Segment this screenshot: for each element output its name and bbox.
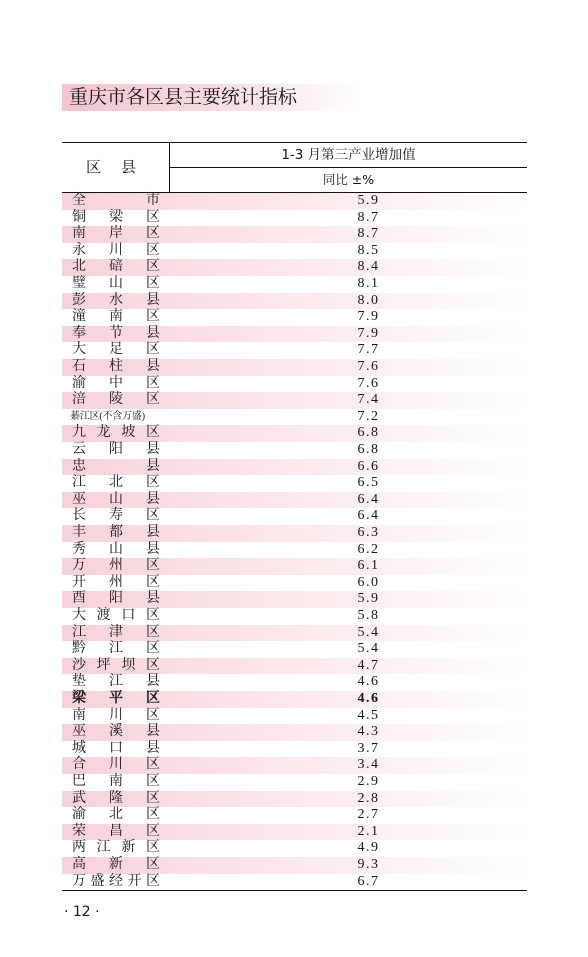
district-name: 荣 昌 区 bbox=[72, 823, 160, 839]
district-name: 云 阳 县 bbox=[72, 442, 160, 457]
district-name: 大 足 区 bbox=[72, 342, 160, 358]
district-name: 奉 节 县 bbox=[72, 325, 160, 341]
district-name: 巫 溪 县 bbox=[72, 724, 160, 740]
district-name: 铜 梁 区 bbox=[72, 209, 160, 225]
region-header-label: 区 县 bbox=[86, 158, 136, 176]
growth-value: 2.8 bbox=[357, 790, 380, 806]
growth-value: 4.5 bbox=[357, 707, 380, 723]
table-row bbox=[62, 425, 527, 442]
table-row bbox=[62, 658, 527, 675]
table-row bbox=[62, 708, 527, 725]
district-name: 万 盛 经 开 区 bbox=[72, 873, 160, 889]
table-header bbox=[62, 142, 527, 193]
growth-value: 7.4 bbox=[357, 392, 380, 408]
district-name: 两 江 新 区 bbox=[72, 840, 160, 856]
table-row bbox=[62, 276, 527, 293]
table-body bbox=[62, 193, 527, 891]
district-name: 綦江区(不含万盛) bbox=[70, 410, 145, 422]
growth-value: 7.6 bbox=[357, 359, 380, 374]
growth-value: 8.1 bbox=[357, 276, 380, 291]
district-name: 沙 坪 坝 区 bbox=[72, 657, 160, 673]
district-name: 梁 平 区 bbox=[72, 691, 160, 706]
title-band bbox=[62, 84, 362, 111]
district-name: 丰 都 县 bbox=[72, 525, 160, 540]
growth-value: 6.4 bbox=[357, 508, 380, 524]
growth-value: 8.7 bbox=[357, 209, 380, 225]
district-name: 秀 山 县 bbox=[72, 541, 160, 557]
table-row bbox=[62, 326, 527, 343]
district-name: 全 市 bbox=[72, 193, 160, 208]
table-row bbox=[62, 591, 527, 608]
table-row bbox=[62, 840, 527, 857]
growth-value: 9.3 bbox=[357, 857, 380, 872]
growth-value: 8.0 bbox=[357, 292, 380, 308]
district-name: 合 川 区 bbox=[72, 757, 160, 773]
table-row bbox=[62, 625, 527, 642]
table-row bbox=[62, 641, 527, 658]
district-name: 江 北 区 bbox=[72, 475, 160, 491]
table-row bbox=[62, 210, 527, 227]
growth-value: 6.0 bbox=[357, 574, 380, 590]
page-number: · 12 · bbox=[64, 904, 100, 920]
table-row bbox=[62, 243, 527, 260]
growth-value: 4.3 bbox=[357, 724, 380, 740]
table-row bbox=[62, 508, 527, 525]
table-row bbox=[62, 724, 527, 741]
district-name: 黔 江 区 bbox=[72, 641, 160, 657]
growth-value: 3.4 bbox=[357, 757, 380, 773]
district-name: 渝 中 区 bbox=[72, 375, 160, 391]
table-row bbox=[62, 475, 527, 492]
growth-value: 7.9 bbox=[357, 309, 380, 325]
table-row bbox=[62, 691, 527, 708]
district-name: 巴 南 区 bbox=[72, 774, 160, 789]
table-row bbox=[62, 442, 527, 459]
growth-value: 4.9 bbox=[357, 840, 380, 856]
growth-value: 8.4 bbox=[357, 259, 380, 275]
table-row bbox=[62, 807, 527, 824]
growth-value: 7.7 bbox=[357, 342, 380, 358]
growth-value: 6.7 bbox=[357, 873, 380, 889]
district-name: 潼 南 区 bbox=[72, 309, 160, 325]
table-row bbox=[62, 392, 527, 409]
table-row bbox=[62, 259, 527, 276]
table-row bbox=[62, 741, 527, 758]
statistics-table bbox=[62, 142, 527, 892]
district-name: 武 隆 区 bbox=[72, 790, 160, 806]
growth-value: 2.7 bbox=[357, 807, 380, 823]
table-row bbox=[62, 376, 527, 393]
table-row bbox=[62, 791, 527, 808]
table-row bbox=[62, 492, 527, 509]
growth-value: 7.9 bbox=[357, 325, 380, 341]
growth-value: 6.8 bbox=[357, 425, 380, 441]
district-name: 璧 山 区 bbox=[72, 276, 160, 291]
growth-value: 6.4 bbox=[357, 491, 380, 507]
growth-value: 6.3 bbox=[357, 525, 380, 540]
growth-value: 6.5 bbox=[357, 475, 380, 491]
table-row bbox=[62, 757, 527, 774]
growth-value: 6.8 bbox=[357, 442, 380, 457]
district-name: 巫 山 县 bbox=[72, 491, 160, 507]
table-row bbox=[62, 193, 527, 210]
district-name: 垫 江 县 bbox=[72, 674, 160, 690]
growth-value: 2.1 bbox=[357, 823, 380, 839]
district-name: 忠 县 bbox=[72, 458, 160, 474]
district-name: 永 川 区 bbox=[72, 242, 160, 258]
table-row bbox=[62, 874, 527, 891]
growth-value: 4.6 bbox=[357, 674, 380, 690]
unit-header: 同比 ±% bbox=[322, 172, 375, 187]
district-name: 高 新 区 bbox=[72, 857, 160, 872]
district-name: 南 岸 区 bbox=[72, 226, 160, 242]
growth-value: 4.7 bbox=[357, 657, 380, 673]
table-row bbox=[62, 824, 527, 841]
growth-value: 5.9 bbox=[357, 193, 380, 208]
district-name: 渝 北 区 bbox=[72, 807, 160, 823]
growth-value: 8.5 bbox=[357, 242, 380, 258]
growth-value: 5.8 bbox=[357, 608, 380, 623]
table-row bbox=[62, 293, 527, 310]
growth-value: 6.2 bbox=[357, 541, 380, 557]
table-row bbox=[62, 558, 527, 575]
table-row bbox=[62, 459, 527, 476]
table-row bbox=[62, 575, 527, 592]
district-name: 城 口 县 bbox=[72, 740, 160, 756]
district-name: 开 州 区 bbox=[72, 574, 160, 590]
district-name: 长 寿 区 bbox=[72, 508, 160, 524]
table-row bbox=[62, 542, 527, 559]
district-name: 北 碚 区 bbox=[72, 259, 160, 275]
district-name: 大 渡 口 区 bbox=[72, 608, 160, 623]
table-row bbox=[62, 359, 527, 376]
growth-value: 7.2 bbox=[357, 408, 380, 424]
growth-value: 5.4 bbox=[357, 624, 380, 640]
growth-value: 5.9 bbox=[357, 591, 380, 607]
district-name: 涪 陵 区 bbox=[72, 392, 160, 408]
district-name: 彭 水 县 bbox=[72, 292, 160, 308]
indicator-header: 1-3 月第三产业增加值 bbox=[170, 143, 527, 168]
growth-value: 6.1 bbox=[357, 558, 380, 574]
growth-value: 5.4 bbox=[357, 641, 380, 657]
district-name: 酉 阳 县 bbox=[72, 591, 160, 607]
table-row bbox=[62, 309, 527, 326]
growth-value: 7.6 bbox=[357, 375, 380, 391]
district-name: 万 州 区 bbox=[72, 558, 160, 574]
table-row bbox=[62, 774, 527, 791]
district-name: 石 柱 县 bbox=[72, 359, 160, 374]
table-row bbox=[62, 342, 527, 359]
region-header-cell bbox=[62, 143, 170, 192]
growth-value: 2.9 bbox=[357, 774, 380, 789]
growth-value: 8.7 bbox=[357, 226, 380, 242]
table-row bbox=[62, 226, 527, 243]
growth-value: 6.6 bbox=[357, 458, 380, 474]
table-row bbox=[62, 608, 527, 625]
district-name: 江 津 区 bbox=[72, 624, 160, 640]
table-row bbox=[62, 409, 527, 426]
table-row bbox=[62, 525, 527, 542]
page-title: 重庆市各区县主要统计指标 bbox=[69, 86, 298, 108]
table-row bbox=[62, 674, 527, 691]
table-bottom-rule bbox=[62, 890, 527, 891]
district-name: 南 川 区 bbox=[72, 707, 160, 723]
district-name: 九 龙 坡 区 bbox=[72, 425, 160, 441]
growth-value: 3.7 bbox=[357, 740, 380, 756]
growth-value: 4.6 bbox=[357, 691, 380, 706]
table-row bbox=[62, 857, 527, 874]
